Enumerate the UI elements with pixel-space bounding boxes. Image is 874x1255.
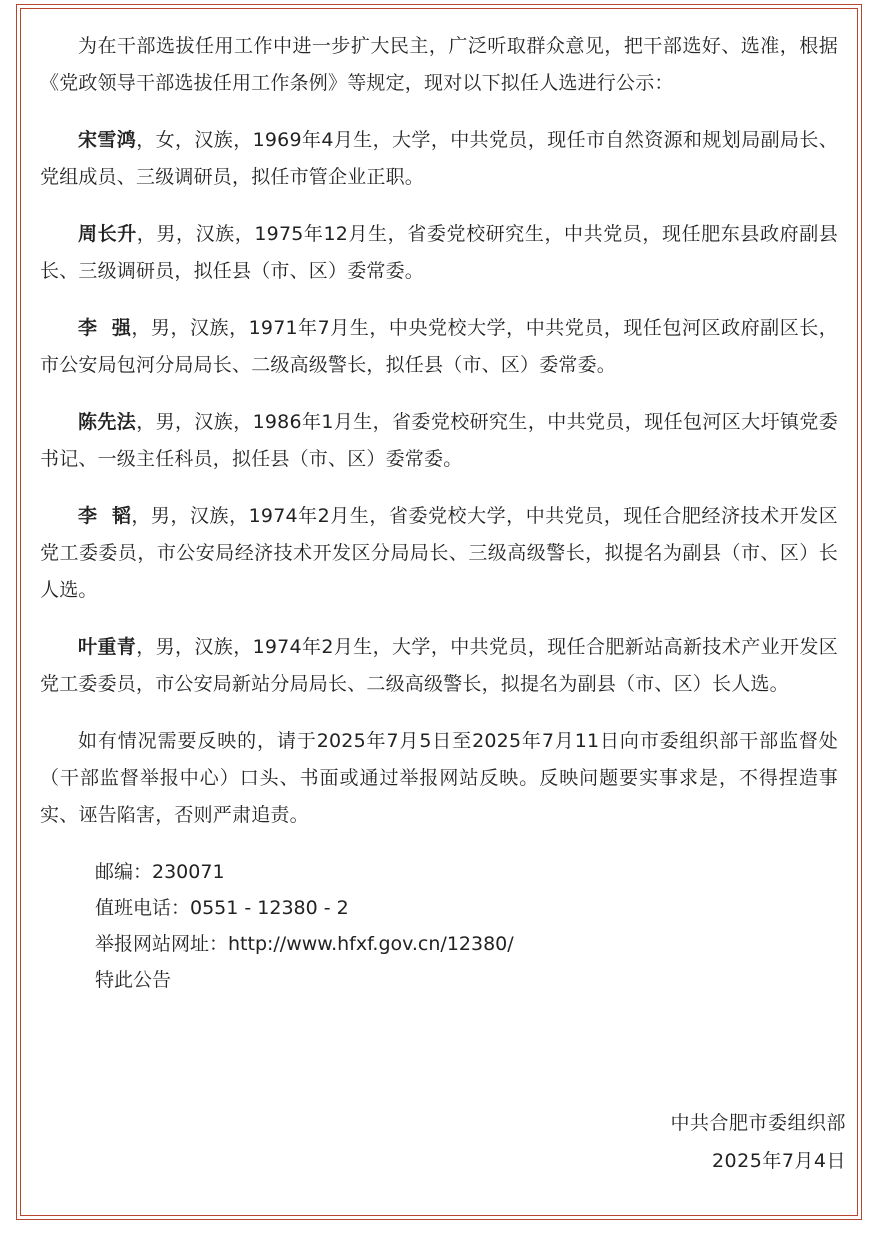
candidate-details: ，女，汉族，1969年4月生，大学，中共党员，现任市自然资源和规划局副局长、党组成员、三级调研员，拟任市管企业正职。 [40,129,838,188]
candidate-name: 李 强 [78,317,132,339]
candidate-details: ，男，汉族，1986年1月生，省委党校研究生，中共党员，现任包河区大圩镇党委书记、一级主任科员，拟任县（市、区）委常委。 [40,411,838,470]
candidate-name: 宋雪鸿 [78,129,137,151]
feedback-paragraph: 如有情况需要反映的，请于2025年7月5日至2025年7月11日向市委组织部干部监督处（干部监督举报中心）口头、书面或通过举报网站反映。反映问题要实事求是，不得捏造事实、诬告陷害，否则严肃追责。 [40,730,838,826]
postcode-line: 邮编：230071 [95,861,225,883]
signature-block [670,1104,846,1180]
candidate-paragraph [40,216,838,290]
candidate-name: 叶重青 [78,636,137,658]
signature-date: 2025年7月4日 [711,1150,846,1172]
candidate-paragraph [40,498,838,609]
signature-org: 中共合肥市委组织部 [670,1112,846,1134]
candidate-details: ，男，汉族，1974年2月生，大学，中共党员，现任合肥新站高新技术产业开发区党工委委员，市公安局新站分局局长、二级高级警长，拟提名为副县（市、区）长人选。 [40,636,838,695]
closing-line: 特此公告 [95,969,172,991]
notice-body [40,28,838,998]
candidate-name: 陈先法 [78,411,137,433]
candidate-details: ，男，汉族，1974年2月生，省委党校大学，中共党员，现任合肥经济技术开发区党工委委员，市公安局经济技术开发区分局局长、三级高级警长，拟提名为副县（市、区）长人选。 [40,505,838,601]
candidate-paragraph [40,310,838,384]
candidate-details: ，男，汉族，1971年7月生，中央党校大学，中共党员，现任包河区政府副区长，市公安局包河分局局长、二级高级警长，拟任县（市、区）委常委。 [40,317,838,376]
contact-info [40,854,838,998]
candidate-name: 李 韬 [78,505,132,527]
website-line: 举报网站网址：http://www.hfxf.gov.cn/12380/ [95,933,514,955]
intro-paragraph: 为在干部选拔任用工作中进一步扩大民主，广泛听取群众意见，把干部选好、选准，根据《党政领导干部选拔任用工作条例》等规定，现对以下拟任人选进行公示： [40,35,838,94]
candidate-name: 周长升 [78,223,137,245]
candidate-paragraph [40,629,838,703]
candidate-paragraph [40,404,838,478]
phone-line: 值班电话：0551 - 12380 - 2 [95,897,349,919]
candidate-paragraph [40,122,838,196]
candidate-details: ，男，汉族，1975年12月生，省委党校研究生，中共党员，现任肥东县政府副县长、三级调研员，拟任县（市、区）委常委。 [40,223,838,282]
